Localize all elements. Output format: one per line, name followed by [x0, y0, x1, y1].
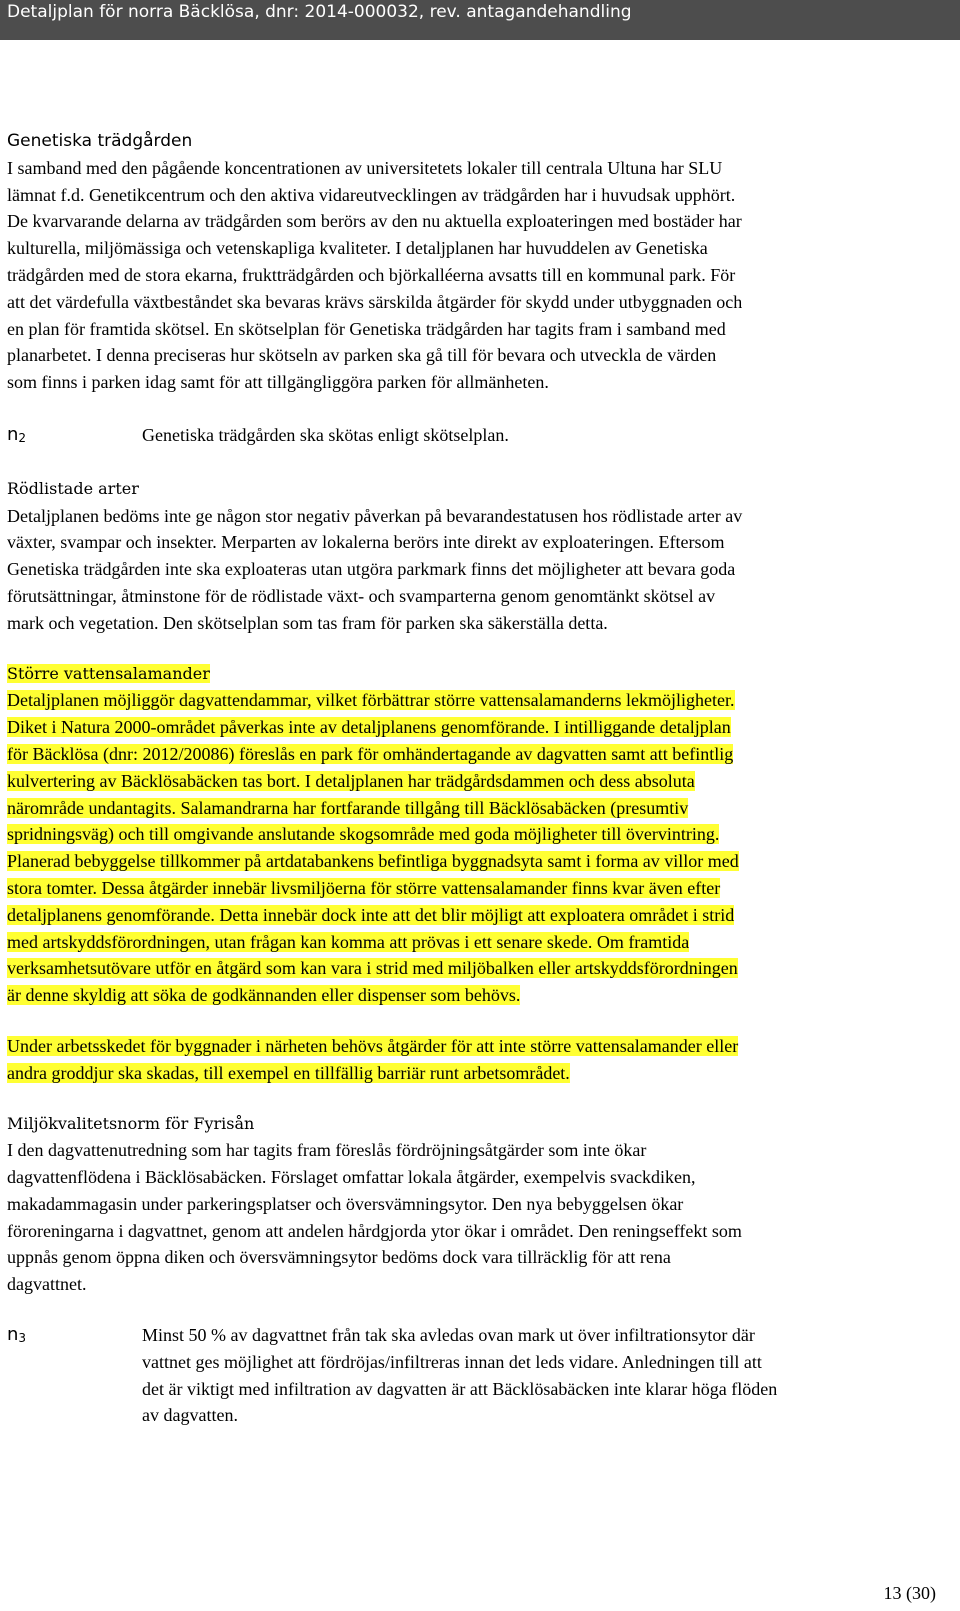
section-heading-genetiska: Genetiska trädgården	[7, 131, 193, 151]
document-title: Detaljplan för norra Bäcklösa, dnr: 2014-000032, rev. antagandehandling	[7, 2, 632, 22]
section-heading-salamander: Större vattensalamander	[7, 663, 210, 683]
document-header-bar	[0, 0, 960, 40]
paragraph-rodlistade: Detaljplanen bedöms inte ge någon stor negativ påverkan på bevarandestatusen hos rödlistade arter av växter, svampar och insekter. Merparten av lokalerna berörs inte direkt av exploateringen. Eftersom Genetiska trädgården inte ska exploateras utan utgöra parkmark finns det möjligheter att bevara goda förutsättningar, åtminstone för de rödlistade växt- och svamparterna genom genomtänkt skötsel av mark och vegetation. Den skötselplan som tas fram för parken ska säkerställa detta.	[7, 505, 743, 633]
ruling-code-n2: $n_2$	[7, 423, 27, 445]
document-body	[7, 128, 957, 1429]
ruling-text-n2: Genetiska trädgården ska skötas enligt skötselplan.	[142, 424, 509, 445]
section-heading-rodlistade: Rödlistade arter	[7, 478, 139, 498]
section-heading-fyrisan: Miljökvalitetsnorm för Fyrisån	[7, 1113, 255, 1133]
planning-ruling-n2	[7, 422, 957, 452]
paragraph-salamander: Detaljplanen möjliggör dagvattendammar, vilket förbättrar större vattensalamanderns lekmöjligheter. Diket i Natura 2000-området påverkas inte av detaljplanens genomförande. I intilliggande detaljplan för Bäcklösa (dnr: 2012/20086) föreslås en park för omhändertagande av dagvatten samt att befintlig kulvertering av Bäcklösabäcken tas bort. I detaljplanen har trädgårdsdammen och dess absoluta närområde undantagits. Salamandrarna har fortfarande tillgång till Bäcklösabäcken (presumtiv spridningsväg) och till omgivande anslutande skogsområde med goda möjligheter till övervintring. Planerad bebyggelse tillkommer på artdatabankens befintliga byggnadsyta samt i forma av villor med stora tomter. Dessa åtgärder innebär livsmiljöerna för större vattensalamander finns kvar även efter detaljplanens genomförande. Detta innebär dock inte att det blir möjligt att exploatera området i strid med artskyddsförordningen, utan frågan kan komma att prövas i ett senare skede. Om framtida verksamhetsutövare utför en åtgärd som kan vara i strid med miljöbalken eller artskyddsförordningen är denne skyldig att söka de godkännanden eller dispenser som behövs.	[7, 690, 739, 1006]
paragraph-fyrisan: I den dagvattenutredning som har tagits fram föreslås fördröjningsåtgärder som inte ökar dagvattenflödena i Bäcklösabäcken. Förslaget omfattar lokala åtgärder, exempelvis svackdiken, makadammagasin under parkeringsplatser och översvämningsytor. Den nya bebyggelsen ökar föroreningarna i dagvattnet, genom att andelen hårdgjorda ytor ökar i området. Den reningseffekt som uppnås genom öppna diken och översvämningsytor bedöms dock vara tillräcklig för att rena dagvattnet.	[7, 1140, 742, 1295]
ruling-code-n3: $n_3$	[7, 1324, 27, 1346]
ruling-text-n3: Minst 50 % av dagvattnet från tak ska avledas ovan mark ut över infiltrationsytor där vattnet ges möjlighet att fördröjas/infiltreras innan det leds vidare. Anledningen till att det är viktigt med infiltration av dagvatten är att Bäcklösabäcken inte klarar höga flöden av dagvatten.	[142, 1325, 778, 1426]
planning-ruling-n3	[7, 1322, 957, 1429]
paragraph-salamander-work-phase: Under arbetsskedet för byggnader i närheten behövs åtgärder för att inte större vattensalamander eller andra groddjur ska skadas, till exempel en tillfällig barriär runt arbetsområdet.	[7, 1035, 739, 1083]
page-number: 13 (30)	[883, 1583, 936, 1603]
paragraph-genetiska: I samband med den pågående koncentrationen av universitetets lokaler till centrala Ultuna har SLU lämnat f.d. Genetikcentrum och den aktiva vidareutvecklingen av trädgården har i huvudsak upphört. De kvarvarande delarna av trädgården som berörs av den nu aktuella exploateringen med bostäder har kulturella, miljömässiga och vetenskapliga kvaliteter. I detaljplanen har huvuddelen av Genetiska trädgården med de stora ekarna, fruktträdgården och björkalléerna avsatts till en kommunal park. För att det värdefulla växtbeståndet ska bevaras krävs särskilda åtgärder för skydd under utbyggnaden och en plan för framtida skötsel. En skötselplan för Genetiska trädgården har tagits fram i samband med planarbetet. I denna preciseras hur skötseln av parken ska gå till för bevara och utveckla de värden som finns i parken idag samt för att tillgängliggöra parken för allmänheten.	[7, 157, 743, 393]
